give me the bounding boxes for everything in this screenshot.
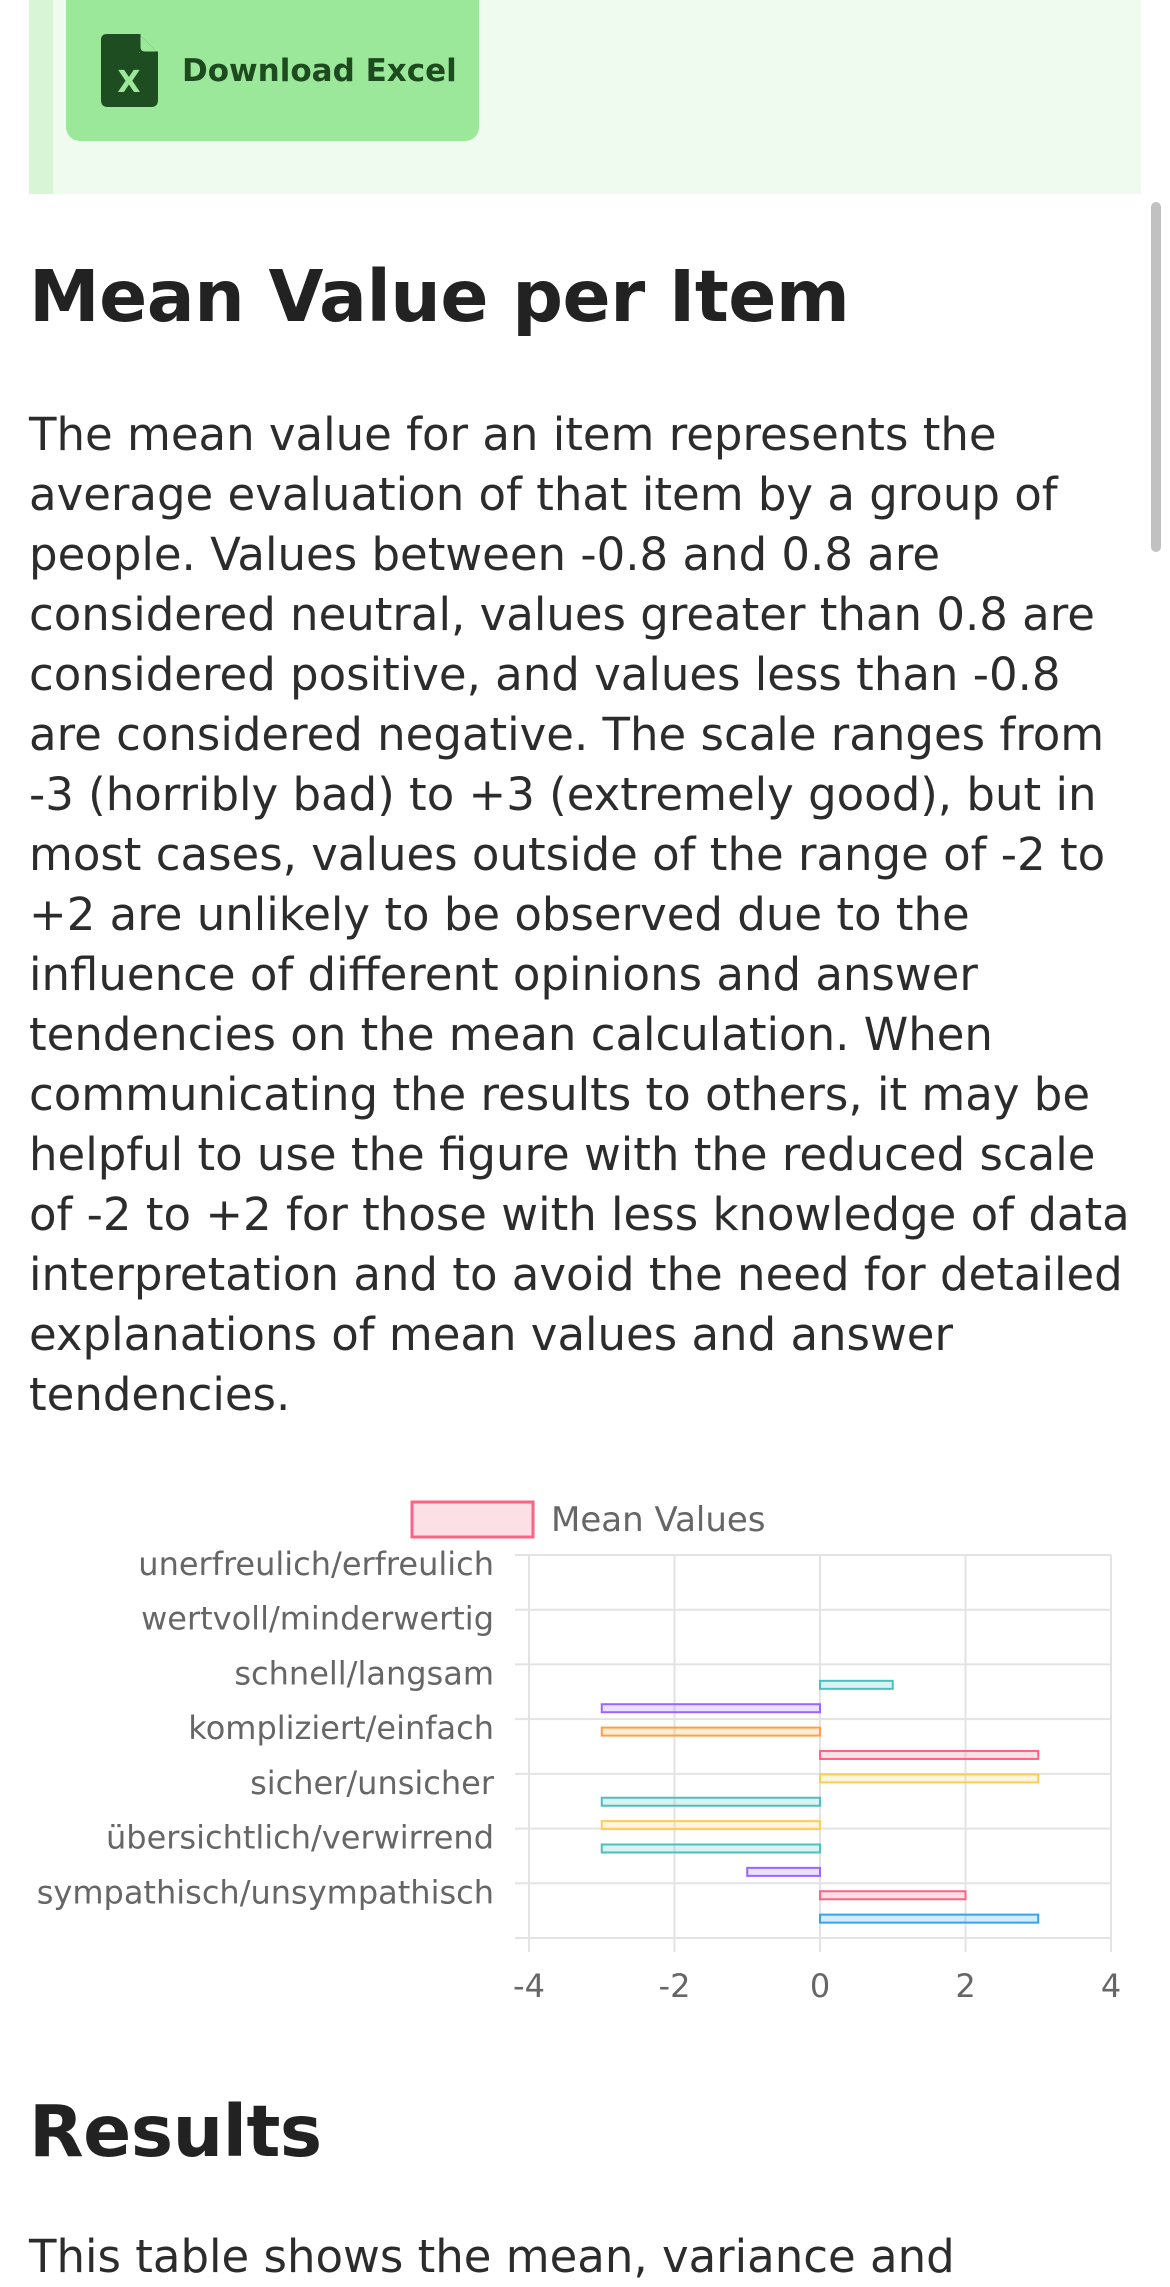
svg-text:X: X xyxy=(117,65,141,100)
legend-label: Mean Values xyxy=(551,1500,766,1540)
x-axis-ticks xyxy=(513,1967,1121,2005)
legend-swatch xyxy=(412,1502,533,1537)
download-panel-accent xyxy=(29,0,53,194)
category-label: sicher/unsicher xyxy=(250,1763,494,1802)
category-label: wertvoll/minderwertig xyxy=(141,1599,494,1638)
bar-mean-value[interactable] xyxy=(820,1681,893,1689)
excel-file-icon xyxy=(101,34,158,107)
bar-mean-value[interactable] xyxy=(820,1891,966,1899)
mean-values-chart xyxy=(0,1490,1170,2030)
x-tick-label: -4 xyxy=(513,1967,545,2005)
results-description: This table shows the mean, variance and xyxy=(29,2230,955,2283)
bar-mean-value[interactable] xyxy=(820,1774,1038,1782)
bar-mean-value[interactable] xyxy=(602,1844,820,1852)
bar-mean-value[interactable] xyxy=(602,1728,820,1736)
download-excel-label: Download Excel xyxy=(182,52,457,89)
bar-mean-value[interactable] xyxy=(820,1751,1038,1759)
download-excel-button[interactable] xyxy=(66,0,479,141)
mean-value-heading: Mean Value per Item xyxy=(29,255,850,338)
x-tick-label: 4 xyxy=(1100,1967,1122,2005)
bar-mean-value[interactable] xyxy=(747,1868,820,1876)
category-label: unerfreulich/erfreulich xyxy=(138,1545,494,1583)
category-label: kompliziert/einfach xyxy=(188,1709,494,1748)
legend[interactable] xyxy=(412,1500,766,1540)
x-tick-label: -2 xyxy=(658,1967,691,2005)
category-label: schnell/langsam xyxy=(234,1654,494,1693)
x-tick-label: 2 xyxy=(955,1967,976,2005)
mean-value-description: The mean value for an item represents the average evaluation of that item by a group of people. Values between -0.8 and 0.8 are considered neutral, values greater than 0.8 are considered positive, and values less than -0.8 are considered negative. The scale ranges from -3 (horribly bad) to +3 (extremely good), but in most cases, values outside of the range of -2 to +2 are unlikely to be observed due to the influence of different opinions and answer tendencies on the mean calculation. When communicating the results to others, it may be helpful to use the figure with the reduced scale of -2 to +2 for those with less knowledge of data interpretation and to avoid the need for detailed explanations of mean values and answer tendencies. xyxy=(29,408,1130,1421)
page-scrollbar-thumb[interactable] xyxy=(1151,202,1161,552)
category-labels xyxy=(37,1545,495,1911)
bar-mean-value[interactable] xyxy=(820,1915,1038,1923)
category-label: sympathisch/unsympathisch xyxy=(36,1873,494,1912)
bar-mean-value[interactable] xyxy=(602,1821,820,1829)
bar-mean-value[interactable] xyxy=(602,1704,820,1712)
results-heading: Results xyxy=(29,2090,322,2173)
category-label: übersichtlich/verwirrend xyxy=(105,1818,494,1857)
bar-mean-value[interactable] xyxy=(602,1798,820,1806)
x-tick-label: 0 xyxy=(809,1967,831,2005)
